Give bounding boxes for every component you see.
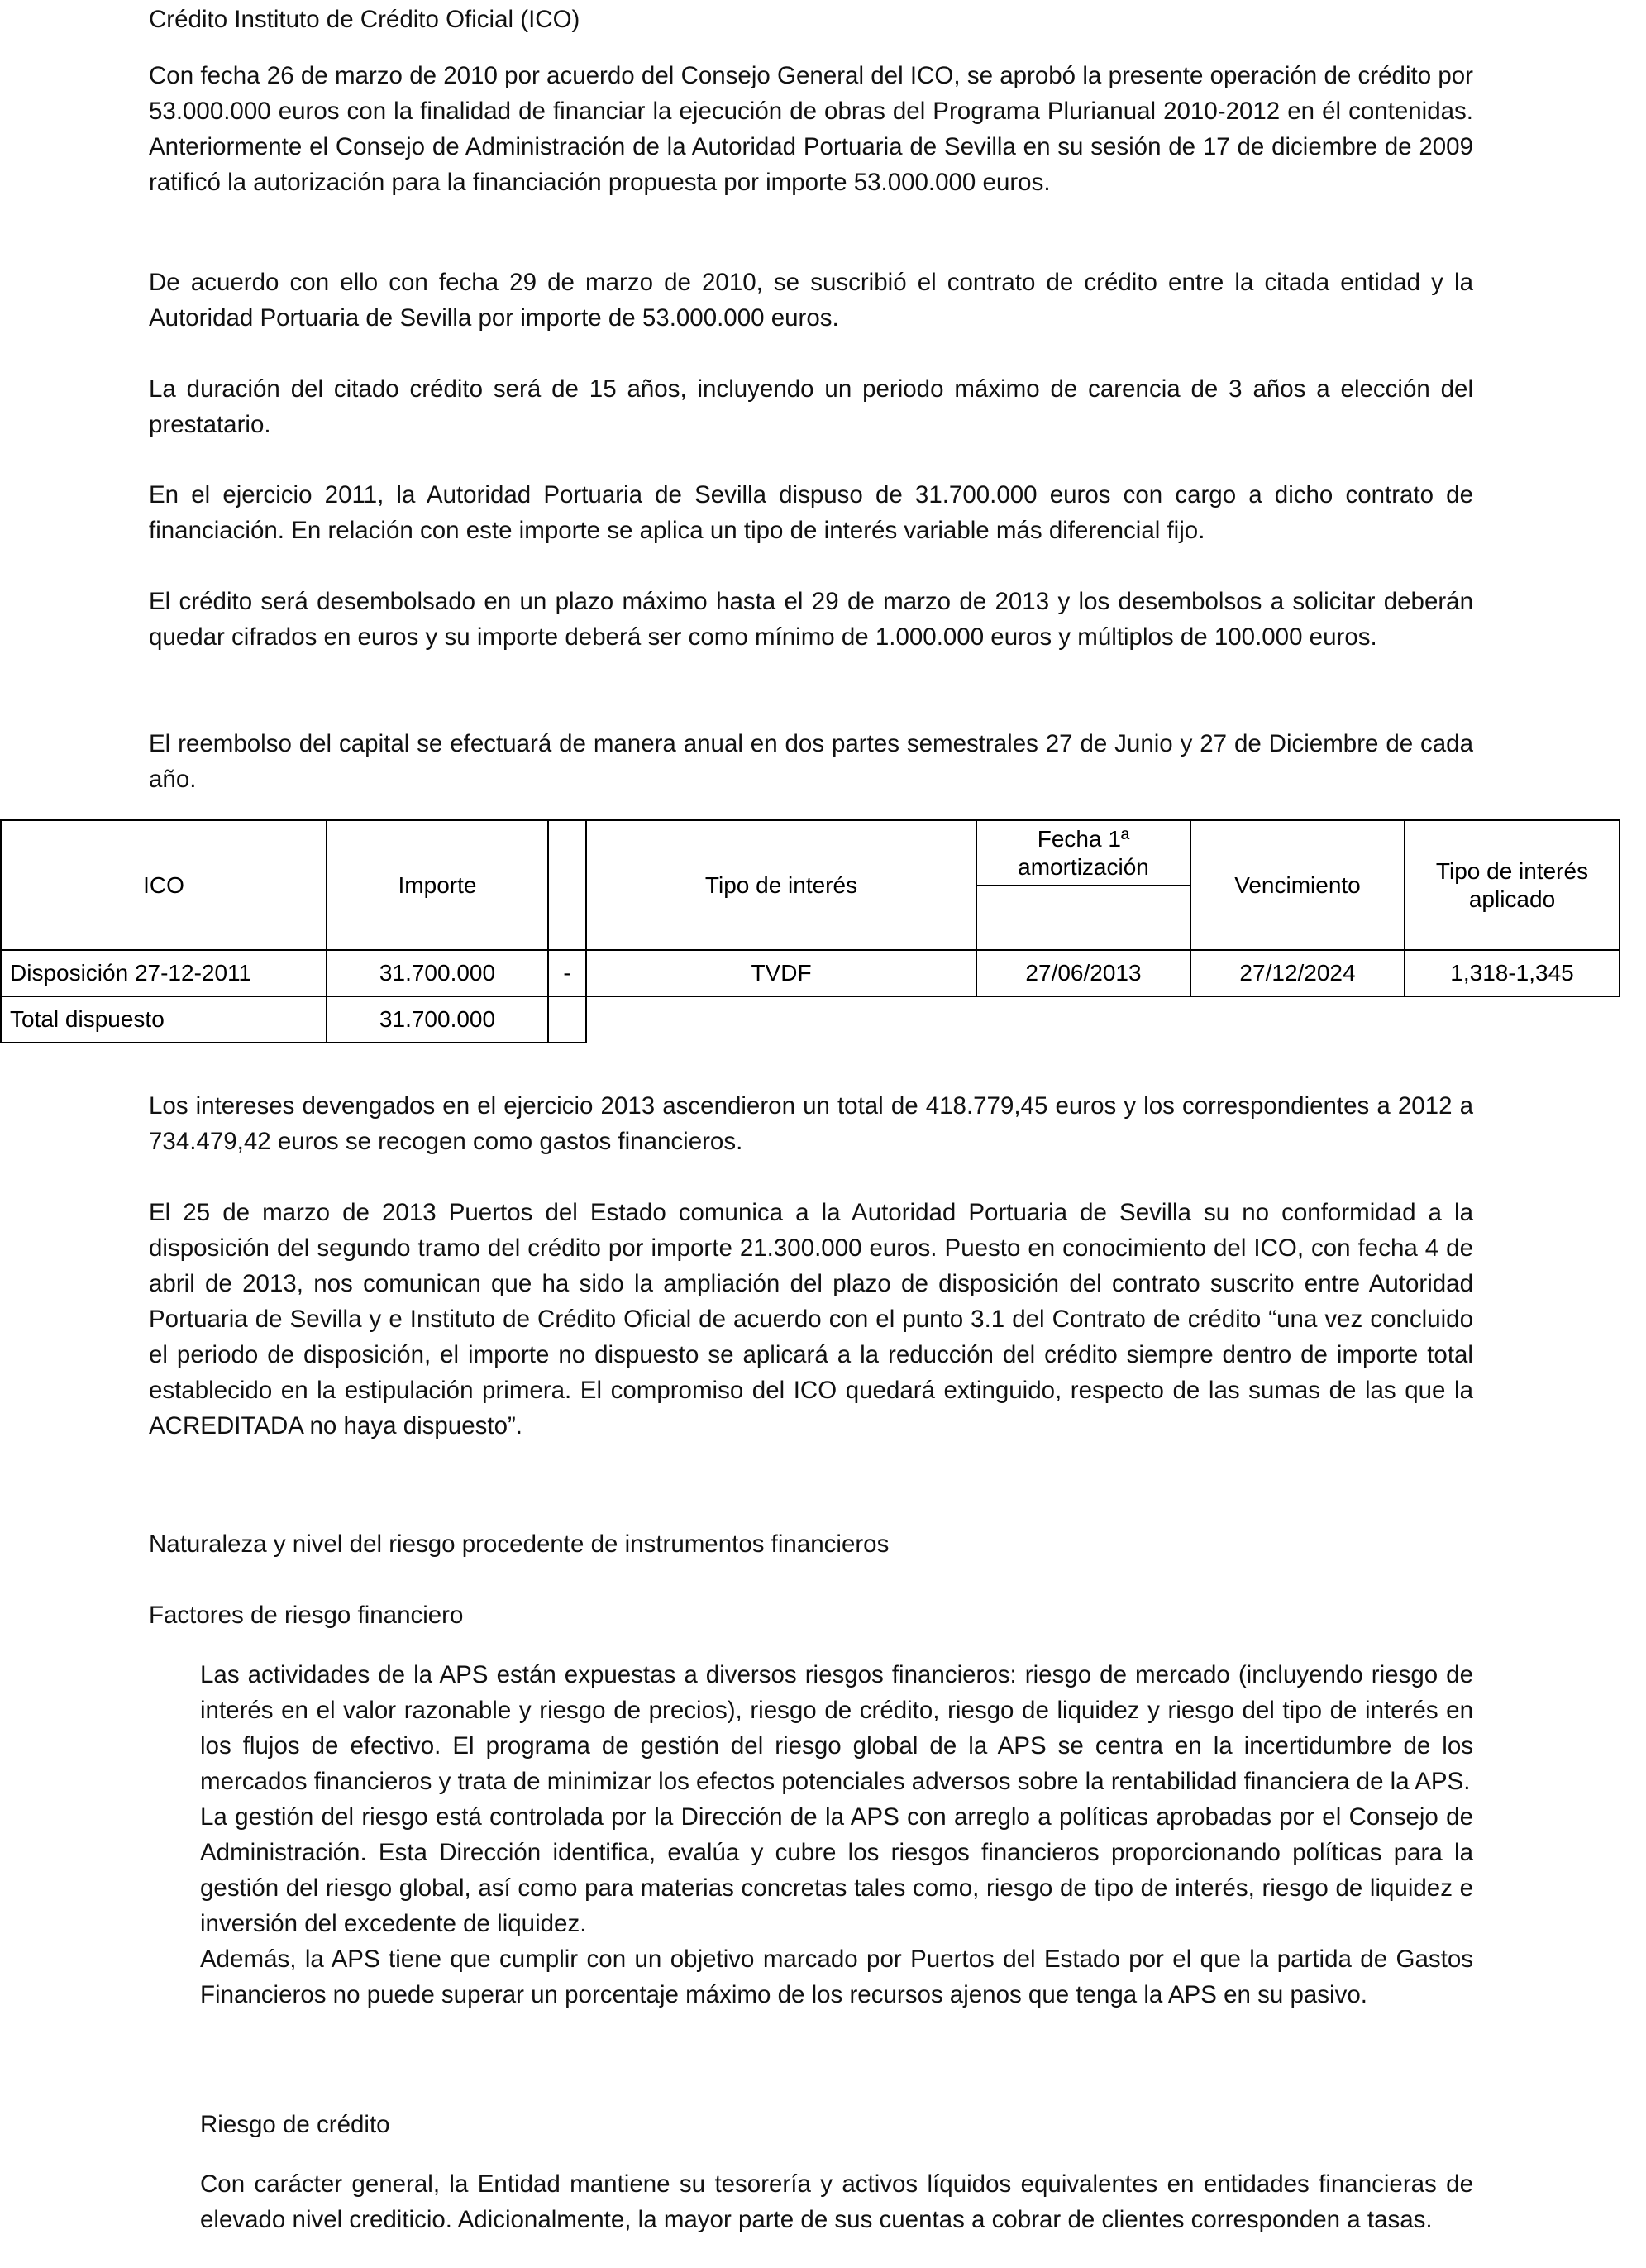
row-fecha: 27/06/2013 <box>976 950 1190 996</box>
blank-cell <box>976 996 1190 1043</box>
paragraph-contract <box>149 265 1473 336</box>
table-header-row <box>1 820 1620 886</box>
blank-cell <box>1405 996 1620 1043</box>
heading-text: Naturaleza y nivel del riesgo procedente de instrumentos financieros <box>149 1530 890 1558</box>
blank-cell <box>586 996 976 1043</box>
paragraph-text: Los intereses devengados en el ejercicio 2013 ascendieron un total de 418.779,45 euros y los correspondientes a 2012 a 734.479,42 euros se recogen como gastos financieros. <box>149 1092 1473 1155</box>
paragraph-text: El reembolso del capital se efectuará de manera anual en dos partes semestrales 27 de Junio y 27 de Diciembre de cada año. <box>149 730 1473 793</box>
paragraph-second-tranche <box>149 1195 1473 1444</box>
paragraph-approval <box>149 58 1473 200</box>
risk-factors-subheading <box>149 1597 1473 1633</box>
total-label: Total dispuesto <box>1 996 327 1043</box>
header-fecha-subcell <box>976 886 1190 950</box>
paragraph-text: La gestión del riesgo está controlada por la Dirección de la APS con arreglo a políticas aprobadas por el Consejo de Administración. Esta Dirección identifica, evalúa y cubre los riesgos financieros proporcionando políticas para la gestión del riesgo global, así como para materias concretas tales como, riesgo de tipo de interés, riesgo de liquidez e inversión del excedente de liquidez. <box>200 1803 1473 1937</box>
total-empty <box>548 996 586 1043</box>
row-vencimiento: 27/12/2024 <box>1190 950 1405 996</box>
risk-factors-body <box>200 1657 1473 2013</box>
paragraph-text: Con fecha 26 de marzo de 2010 por acuerdo del Consejo General del ICO, se aprobó la presente operación de crédito por 53.000.000 euros con la finalidad de financiar la ejecución de obras del Programa Plurianual 2010-2012 en él contenidas. Anteriormente el Consejo de Administración de la Autoridad Portuaria de Sevilla en su sesión de 17 de diciembre de 2009 ratificó la autorización para la financiación propuesta por importe 53.000.000 euros. <box>149 62 1473 196</box>
header-fecha-amortizacion: Fecha 1ª amortización <box>976 820 1190 886</box>
heading-text: Factores de riesgo financiero <box>149 1602 464 1629</box>
paragraph-text: El 25 de marzo de 2013 Puertos del Estado comunica a la Autoridad Portuaria de Sevilla su no conformidad a la disposición del segundo tramo del crédito por importe 21.300.000 euros. Puesto en conocimiento del ICO, con fecha 4 de abril de 2013, nos comunican que ha sido la ampliación del plazo de disposición del contrato suscrito entre Autoridad Portuaria de Sevilla y e Instituto de Crédito Oficial de acuerdo con el punto 3.1 del Contrato de crédito “una vez concluido el periodo de disposición, el importe no dispuesto se aplicará a la reducción del crédito siempre dentro de importe total establecido en la estipulación primera. El compromiso del ICO quedará extinguido, respecto de las sumas de las que la ACREDITADA no haya dispuesto”. <box>149 1199 1473 1440</box>
paragraph-text: Las actividades de la APS están expuestas a diversos riesgos financieros: riesgo de mercado (incluyendo riesgo de interés en el valor razonable y riesgo de precios), riesgo de crédito, riesgo de liquidez y riesgo del tipo de interés en los flujos de efectivo. El programa de gestión del riesgo global de la APS se centra en la incertidumbre de los mercados financieros y trata de minimizar los efectos potenciales adversos sobre la rentabilidad financiera de la APS. <box>200 1661 1473 1795</box>
paragraph-repayment <box>149 726 1473 797</box>
header-ico: ICO <box>1 820 327 950</box>
header-importe: Importe <box>327 820 548 950</box>
header-empty <box>548 820 586 950</box>
header-tipo-aplicado: Tipo de interés aplicado <box>1405 820 1620 950</box>
paragraph-text: En el ejercicio 2011, la Autoridad Portuaria de Sevilla dispuso de 31.700.000 euros con cargo a dicho contrato de financiación. En relación con este importe se aplica un tipo de interés variable más diferencial fijo. <box>149 481 1473 544</box>
blank-cell <box>1190 996 1405 1043</box>
row-dash: - <box>548 950 586 996</box>
table-row <box>1 950 1620 996</box>
paragraph-text: Además, la APS tiene que cumplir con un objetivo marcado por Puertos del Estado por el que la partida de Gastos Financieros no puede superar un porcentaje máximo de los recursos ajenos que tenga la APS en su pasivo. <box>200 1946 1473 2008</box>
ico-credit-table <box>0 819 1620 1043</box>
paragraph-disbursement <box>149 584 1473 655</box>
row-ico: Disposición 27-12-2011 <box>1 950 327 996</box>
header-vencimiento: Vencimiento <box>1190 820 1405 950</box>
paragraph-text: El crédito será desembolsado en un plazo máximo hasta el 29 de marzo de 2013 y los desembolsos a solicitar deberán quedar cifrados en euros y su importe deberá ser como mínimo de 1.000.000 euros y múltiplos de 100.000 euros. <box>149 588 1473 651</box>
row-tipo: TVDF <box>586 950 976 996</box>
header-tipo-interes: Tipo de interés <box>586 820 976 950</box>
section-title <box>149 2 1473 37</box>
paragraph-disposal-2011 <box>149 477 1473 548</box>
paragraph-interest-accrued <box>149 1088 1473 1159</box>
paragraph-text: De acuerdo con ello con fecha 29 de marzo de 2010, se suscribió el contrato de crédito entre la citada entidad y la Autoridad Portuaria de Sevilla por importe de 53.000.000 euros. <box>149 269 1473 332</box>
title-text: Crédito Instituto de Crédito Oficial (ICO) <box>149 6 580 33</box>
paragraph-text: Con carácter general, la Entidad mantiene su tesorería y activos líquidos equivalentes en entidades financieras de elevado nivel crediticio. Adicionalmente, la mayor parte de sus cuentas a cobrar de clientes corresponden a tasas. <box>200 2170 1473 2233</box>
row-aplicado: 1,318-1,345 <box>1405 950 1620 996</box>
credit-risk-heading <box>200 2107 1473 2142</box>
heading-text: Riesgo de crédito <box>200 2111 390 2138</box>
table-total-row <box>1 996 1620 1043</box>
credit-risk-paragraph <box>200 2166 1473 2237</box>
risk-heading <box>149 1526 1473 1562</box>
row-importe: 31.700.000 <box>327 950 548 996</box>
paragraph-text: La duración del citado crédito será de 15 años, incluyendo un periodo máximo de carencia de 3 años a elección del prestatario. <box>149 375 1473 438</box>
total-importe: 31.700.000 <box>327 996 548 1043</box>
paragraph-duration <box>149 371 1473 442</box>
